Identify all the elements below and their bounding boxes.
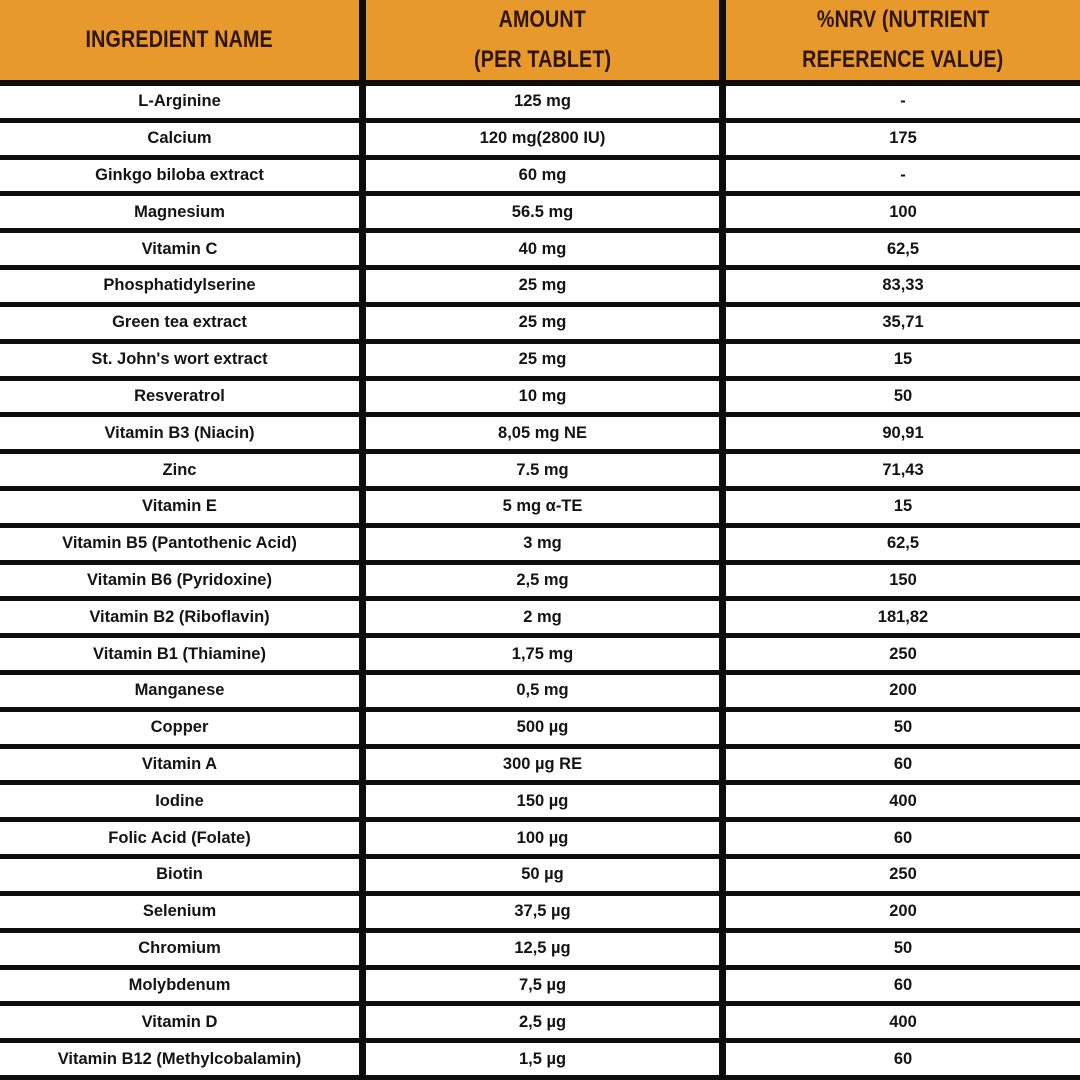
nrv-cell: 62,5 (886, 534, 920, 553)
table-header-row (0, 0, 1080, 86)
ingredient-cell: Vitamin D (0, 1006, 366, 1038)
table-row (0, 528, 1080, 565)
ingredient-cell: Vitamin B6 (Pyridoxine) (0, 565, 366, 597)
amount-cell: 1,5 µg (366, 1043, 726, 1075)
ingredient-cell: Vitamin B5 (Pantothenic Acid) (0, 528, 366, 560)
amount-cell: 7,5 µg (366, 970, 726, 1002)
ingredient-cell: Calcium (0, 123, 366, 155)
nrv-cell: 50 (893, 939, 913, 958)
table-row (0, 749, 1080, 786)
table-row (0, 1043, 1080, 1080)
ingredient-cell: Zinc (0, 454, 366, 486)
nrv-cell: 400 (889, 1012, 917, 1031)
table-row (0, 270, 1080, 307)
ingredient-cell: Vitamin E (0, 491, 366, 523)
table-row (0, 86, 1080, 123)
table-row (0, 896, 1080, 933)
amount-cell: 100 µg (366, 822, 726, 854)
amount-cell: 300 µg RE (366, 749, 726, 781)
header-cell-amount (366, 0, 726, 80)
table-row (0, 675, 1080, 712)
amount-cell: 0,5 mg (366, 675, 726, 707)
ingredient-cell: Green tea extract (0, 307, 366, 339)
amount-cell: 50 µg (366, 859, 726, 891)
ingredient-cell: Phosphatidylserine (0, 270, 366, 302)
ingredient-cell: St. John's wort extract (0, 344, 366, 376)
table-row (0, 196, 1080, 233)
table-row (0, 822, 1080, 859)
amount-cell: 2,5 µg (366, 1006, 726, 1038)
ingredient-cell: Resveratrol (0, 381, 366, 413)
table-row (0, 123, 1080, 160)
table-row (0, 712, 1080, 749)
amount-cell: 40 mg (366, 233, 726, 265)
amount-cell: 5 mg α-TE (366, 491, 726, 523)
amount-cell: 8,05 mg NE (366, 417, 726, 449)
table-row (0, 160, 1080, 197)
header-amount-line1: AMOUNT (498, 6, 587, 33)
table-body (0, 86, 1080, 1080)
nrv-cell: 60 (893, 1049, 913, 1068)
amount-cell: 125 mg (366, 86, 726, 118)
nrv-cell: 181,82 (877, 607, 929, 626)
amount-cell: 1,75 mg (366, 638, 726, 670)
amount-cell: 3 mg (366, 528, 726, 560)
nrv-cell: 62,5 (886, 239, 920, 258)
amount-cell: 12,5 µg (366, 933, 726, 965)
nrv-cell: 35,71 (882, 313, 924, 332)
header-cell-nrv (726, 0, 1080, 80)
table-row (0, 307, 1080, 344)
header-nrv-line2: REFERENCE VALUE) (802, 46, 1004, 73)
amount-cell: 25 mg (366, 270, 726, 302)
table-row (0, 970, 1080, 1007)
nrv-cell: 90,91 (882, 423, 924, 442)
table-row (0, 417, 1080, 454)
table-row (0, 933, 1080, 970)
amount-cell: 25 mg (366, 307, 726, 339)
ingredient-cell: Vitamin B2 (Riboflavin) (0, 601, 366, 633)
ingredient-cell: Selenium (0, 896, 366, 928)
nrv-cell: 250 (889, 644, 917, 663)
table-row (0, 381, 1080, 418)
ingredient-cell: Vitamin B1 (Thiamine) (0, 638, 366, 670)
amount-cell: 7.5 mg (366, 454, 726, 486)
ingredient-cell: Ginkgo biloba extract (0, 160, 366, 192)
amount-cell: 150 µg (366, 785, 726, 817)
nrv-cell: 15 (893, 497, 913, 516)
ingredient-cell: Vitamin A (0, 749, 366, 781)
table-row (0, 454, 1080, 491)
nrv-cell: 15 (893, 350, 913, 369)
amount-cell: 56.5 mg (366, 196, 726, 228)
nrv-cell: 60 (893, 828, 913, 847)
nrv-cell: 200 (889, 681, 917, 700)
table-row (0, 638, 1080, 675)
table-row (0, 233, 1080, 270)
nrv-cell: 175 (889, 129, 917, 148)
nrv-cell: 100 (889, 202, 917, 221)
nrv-cell: - (900, 92, 906, 111)
amount-cell: 120 mg(2800 IU) (366, 123, 726, 155)
nrv-cell: 60 (893, 755, 913, 774)
ingredient-cell: L-Arginine (0, 86, 366, 118)
ingredient-cell: Vitamin C (0, 233, 366, 265)
ingredient-cell: Vitamin B12 (Methylcobalamin) (0, 1043, 366, 1075)
nrv-cell: 150 (889, 570, 917, 589)
ingredient-cell: Chromium (0, 933, 366, 965)
ingredient-cell: Biotin (0, 859, 366, 891)
ingredient-cell: Copper (0, 712, 366, 744)
ingredient-cell: Manganese (0, 675, 366, 707)
ingredient-cell: Iodine (0, 785, 366, 817)
table-row (0, 859, 1080, 896)
header-ingredient-line1: INGREDIENT NAME (85, 26, 274, 53)
amount-cell: 10 mg (366, 381, 726, 413)
amount-cell: 25 mg (366, 344, 726, 376)
table-row (0, 785, 1080, 822)
ingredient-cell: Folic Acid (Folate) (0, 822, 366, 854)
table-row (0, 491, 1080, 528)
table-row (0, 344, 1080, 381)
nrv-cell: 71,43 (882, 460, 924, 479)
nrv-cell: - (900, 166, 906, 185)
header-cell-ingredient (0, 0, 366, 80)
nrv-cell: 83,33 (882, 276, 924, 295)
ingredient-cell: Vitamin B3 (Niacin) (0, 417, 366, 449)
nrv-cell: 250 (889, 865, 917, 884)
header-nrv-line1: %NRV (NUTRIENT (816, 6, 990, 33)
nrv-cell: 400 (889, 791, 917, 810)
ingredient-cell: Molybdenum (0, 970, 366, 1002)
nrv-cell: 50 (893, 386, 913, 405)
table-row (0, 601, 1080, 638)
amount-cell: 2,5 mg (366, 565, 726, 597)
amount-cell: 37,5 µg (366, 896, 726, 928)
header-amount-line2: (PER TABLET) (473, 46, 612, 73)
nrv-cell: 200 (889, 902, 917, 921)
nrv-cell: 60 (893, 975, 913, 994)
amount-cell: 500 µg (366, 712, 726, 744)
amount-cell: 60 mg (366, 160, 726, 192)
nrv-cell: 50 (893, 718, 913, 737)
table-row (0, 1006, 1080, 1043)
amount-cell: 2 mg (366, 601, 726, 633)
ingredient-cell: Magnesium (0, 196, 366, 228)
table-row (0, 565, 1080, 602)
